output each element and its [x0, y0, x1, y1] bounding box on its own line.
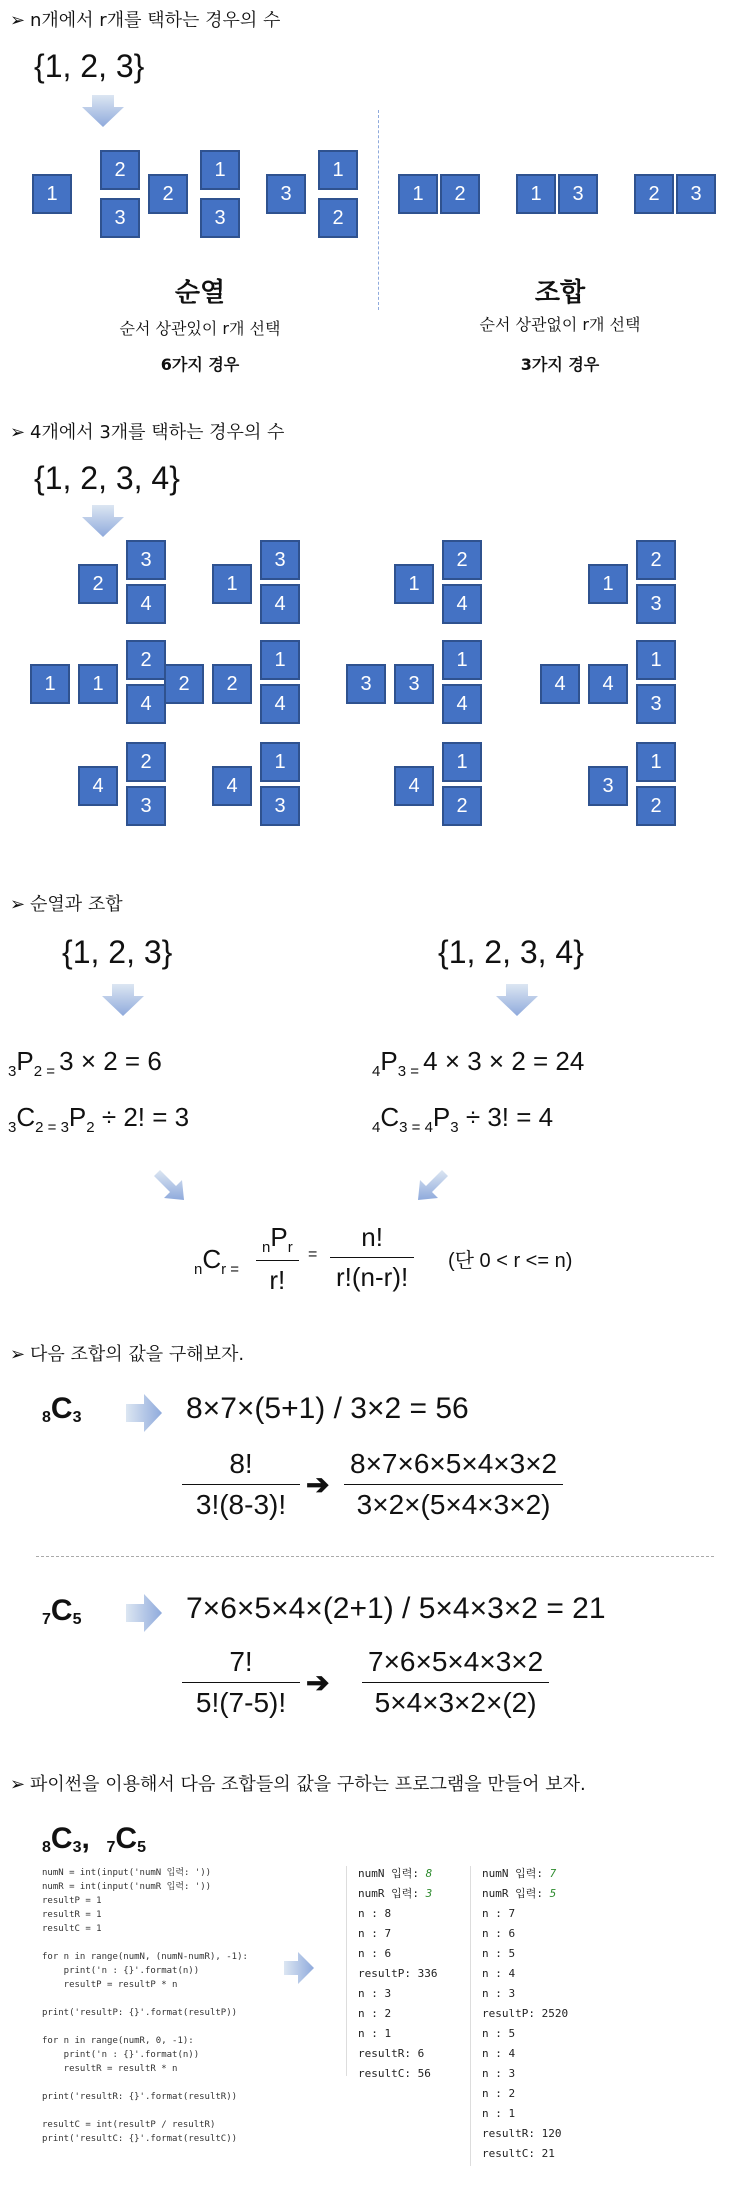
number-block: 4 — [126, 684, 166, 724]
fraction-nfact: $\frac{n!}{r!(n-r)!}$ — [330, 1222, 414, 1293]
code-line: for n in range(numR, 0, -1): — [42, 2036, 194, 2046]
number-block: 2 — [212, 664, 252, 704]
code-line: resultC = 1 — [42, 1924, 102, 1934]
set-label: {1, 2, 3} — [34, 48, 145, 84]
number-block: 2 — [442, 540, 482, 580]
number-block: 1 — [260, 640, 300, 680]
section-title-3: ➢ 순열과 조합 — [10, 894, 123, 915]
code-line: numN = int(input('numN 입력: ')) — [42, 1868, 212, 1878]
code-line: numR = int(input('numR 입력: ')) — [42, 1882, 212, 1892]
number-block: 4 — [442, 684, 482, 724]
perm-desc: 순서 상관있이 r개 선택 — [119, 319, 281, 338]
down-arrow-icon — [82, 95, 124, 127]
output-line: resultC: 21 — [482, 2147, 555, 2160]
section-title-1: ➢ n개에서 r개를 택하는 경우의 수 — [10, 10, 281, 31]
number-block: 3 — [200, 198, 240, 238]
number-block: 4 — [442, 584, 482, 624]
number-block: 1 — [442, 742, 482, 782]
section-title-2: ➢ 4개에서 3개를 택하는 경우의 수 — [10, 422, 285, 443]
number-block: 1 — [398, 174, 438, 214]
formula-3p2: $_3P_2$ $_=$ 3 × 2 = 6 — [8, 1046, 162, 1080]
number-block: 3 — [558, 174, 598, 214]
number-block: 3 — [126, 540, 166, 580]
calc-line-1: 8×7×(5+1) / 3×2 = 56 — [186, 1392, 469, 1425]
right-arrow-icon — [284, 1952, 314, 1984]
code-line: print('resultC: {}'.format(resultC)) — [42, 2134, 238, 2144]
set-label: {1, 2, 3, 4} — [34, 460, 180, 496]
number-block: 1 — [636, 640, 676, 680]
code-line: resultP = 1 — [42, 1896, 102, 1906]
user-input: 8 — [425, 1867, 433, 1880]
output-line: n : 3 — [482, 1987, 516, 2000]
number-block: 4 — [588, 664, 628, 704]
code-line: print('n : {}'.format(n)) — [42, 2050, 200, 2060]
down-arrow-icon — [102, 984, 144, 1016]
code-line — [42, 1992, 248, 2006]
comb-desc: 순서 상관없이 r개 선택 — [479, 315, 641, 334]
fraction-8c3-expanded: $\frac{8\times 7\times 6\times 5\times 4\times 3\times 2}{3\times 2\times(5\times 4\times 3\times 2)}$ — [344, 1448, 563, 1521]
number-block: 1 — [78, 664, 118, 704]
user-input: 3 — [425, 1887, 433, 1900]
number-block: 3 — [676, 174, 716, 214]
output-line: n : 7 — [482, 1907, 516, 1920]
number-block: 1 — [260, 742, 300, 782]
number-block: 1 — [636, 742, 676, 782]
code-line: print('resultR: {}'.format(resultR)) — [42, 2092, 238, 2102]
number-block: 2 — [318, 198, 358, 238]
code-line: print('resultP: {}'.format(resultP)) — [42, 2008, 238, 2018]
output-line: resultR: 120 — [482, 2127, 562, 2140]
output-line: resultP: 2520 — [482, 2007, 569, 2020]
number-block: 1 — [30, 664, 70, 704]
number-block: 3 — [266, 174, 306, 214]
code-line — [42, 2020, 248, 2034]
number-block: 3 — [260, 540, 300, 580]
formula-ncr: $_nC_r$ $_=$ — [194, 1244, 240, 1278]
down-arrow-icon — [496, 984, 538, 1016]
output-line: n : 1 — [358, 2027, 392, 2040]
number-block: 2 — [100, 150, 140, 190]
down-arrow-icon — [82, 505, 124, 537]
code-line: resultP = resultP * n — [42, 1980, 178, 1990]
number-block: 4 — [394, 766, 434, 806]
comb-count: 3가지 경우 — [520, 355, 600, 374]
diagonal-arrow-icon — [414, 1170, 448, 1200]
section-title-5: ➢ 파이썬을 이용해서 다음 조합들의 값을 구하는 프로그램을 만들어 보자. — [10, 1774, 586, 1795]
perm-title: 순열 — [174, 278, 226, 308]
fraction-8c3: $\frac{8!}{3!(8-3)!}$ — [182, 1448, 300, 1521]
formula-4p3: $_4P_3$ $_=$ 4 × 3 × 2 = 24 — [372, 1046, 585, 1080]
code-line: resultR = 1 — [42, 1910, 102, 1920]
number-block: 4 — [260, 584, 300, 624]
number-block: 2 — [636, 786, 676, 826]
code-line — [42, 1936, 248, 1950]
number-block: 2 — [442, 786, 482, 826]
formula-4c3: $_4C_3$ $_=$ $_4P_3 \div 3$! = 4 — [372, 1102, 554, 1136]
number-block: 2 — [440, 174, 480, 214]
equals: = — [308, 1246, 318, 1263]
output-line: n : 6 — [482, 1927, 516, 1940]
divider — [36, 1556, 714, 1557]
number-block: 2 — [164, 664, 204, 704]
output-line: n : 1 — [482, 2107, 516, 2120]
number-block: 2 — [126, 640, 166, 680]
number-block: 2 — [634, 174, 674, 214]
number-block: 3 — [636, 584, 676, 624]
comb-8c3: 8C3 — [42, 1392, 82, 1426]
bullet-icon: ➢ — [10, 10, 26, 31]
code-line: for n in range(numN, (numN-numR), -1): — [42, 1952, 248, 1962]
number-block: 1 — [516, 174, 556, 214]
output-line: n : 4 — [482, 2047, 516, 2060]
python-combs: 8C3, 7C5 — [42, 1822, 146, 1856]
number-block: 1 — [442, 640, 482, 680]
code-line — [42, 2104, 248, 2118]
output-run-2 — [482, 1864, 568, 2164]
formula-3c2: $_3C_2$ $_=$ $_3P_2 \div 2$! = 3 — [8, 1102, 190, 1136]
set-label: {1, 2, 3, 4} — [438, 934, 584, 970]
comb-7c5: 7C5 — [42, 1594, 82, 1628]
calc-line-2: 7×6×5×4×(2+1) / 5×4×3×2 = 21 — [186, 1592, 606, 1625]
number-block: 1 — [588, 564, 628, 604]
output-line: resultP: 336 — [358, 1967, 438, 1980]
code-line: resultC = int(resultP / resultR) — [42, 2120, 216, 2130]
output-line: n : 4 — [482, 1967, 516, 1980]
set-label: {1, 2, 3} — [62, 934, 173, 970]
number-block: 3 — [346, 664, 386, 704]
output-line: n : 5 — [482, 1947, 516, 1960]
number-block: 2 — [148, 174, 188, 214]
output-divider — [470, 1866, 471, 2166]
code-line: resultR = resultR * n — [42, 2064, 178, 2074]
comb-title: 조합 — [534, 278, 586, 308]
fraction-7c5: $\frac{7!}{5!(7-5)!}$ — [182, 1646, 300, 1719]
number-block: 1 — [200, 150, 240, 190]
right-arrow-icon — [126, 1394, 162, 1432]
number-block: 3 — [394, 664, 434, 704]
code-block — [42, 1866, 248, 2146]
output-line: n : 8 — [358, 1907, 392, 1920]
number-block: 2 — [126, 742, 166, 782]
output-line: numR 입력: 3 — [358, 1887, 433, 1900]
section-title-4: ➢ 다음 조합의 값을 구해보자. — [10, 1344, 245, 1365]
code-line — [42, 2076, 248, 2090]
user-input: 5 — [549, 1887, 557, 1900]
output-line: n : 2 — [358, 2007, 392, 2020]
number-block: 3 — [126, 786, 166, 826]
output-line: numN 입력: 7 — [482, 1867, 557, 1880]
output-line: numN 입력: 8 — [358, 1867, 433, 1880]
number-block: 4 — [212, 766, 252, 806]
number-block: 2 — [78, 564, 118, 604]
output-line: resultC: 56 — [358, 2067, 431, 2080]
number-block: 4 — [540, 664, 580, 704]
number-block: 1 — [394, 564, 434, 604]
output-line: n : 7 — [358, 1927, 392, 1940]
number-block: 3 — [260, 786, 300, 826]
number-block: 3 — [636, 684, 676, 724]
user-input: 7 — [549, 1867, 557, 1880]
right-arrow-icon: ➔ — [306, 1667, 330, 1698]
output-line: n : 6 — [358, 1947, 392, 1960]
output-line: resultR: 6 — [358, 2047, 425, 2060]
right-arrow-icon — [126, 1594, 162, 1632]
number-block: 1 — [212, 564, 252, 604]
output-line: n : 2 — [482, 2087, 516, 2100]
output-line: numR 입력: 5 — [482, 1887, 557, 1900]
perm-count: 6가지 경우 — [160, 355, 240, 374]
number-block: 4 — [78, 766, 118, 806]
number-block: 2 — [636, 540, 676, 580]
number-block: 4 — [126, 584, 166, 624]
output-line: n : 3 — [358, 1987, 392, 2000]
output-line: n : 5 — [482, 2027, 516, 2040]
code-line: print('n : {}'.format(n)) — [42, 1966, 200, 1976]
number-block: 4 — [260, 684, 300, 724]
fraction-npr: $_nP_r$ r! — [256, 1222, 299, 1296]
output-line: n : 3 — [482, 2067, 516, 2080]
divider — [378, 110, 379, 310]
right-arrow-icon: ➔ — [306, 1469, 330, 1500]
diagonal-arrow-icon — [154, 1170, 188, 1200]
number-block: 3 — [588, 766, 628, 806]
number-block: 3 — [100, 198, 140, 238]
condition: (단 0 < r <= n) — [448, 1250, 573, 1272]
fraction-7c5-expanded: $\frac{7\times 6\times 5\times 4\times 3\times 2}{5\times 4\times 3\times 2\times(2)}$ — [362, 1646, 549, 1719]
output-divider — [346, 1866, 347, 2076]
number-block: 1 — [318, 150, 358, 190]
output-run-1 — [358, 1864, 437, 2084]
number-block: 1 — [32, 174, 72, 214]
